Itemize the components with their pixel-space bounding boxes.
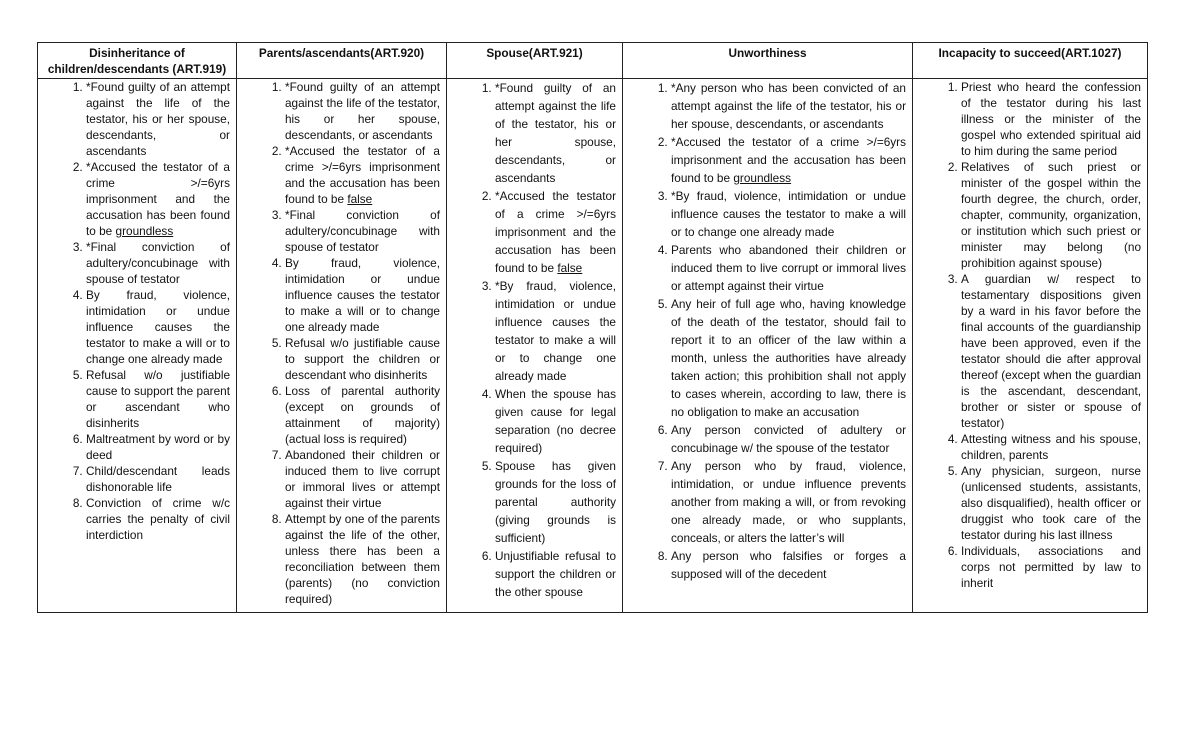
list-item-text: Any person who by fraud, violence, intimidation, or undue influence prevents another from making a will, or from revoking one already made, or who supplants, conceals, or alters the latter’s will	[671, 459, 906, 545]
list-item	[285, 447, 440, 511]
underlined-term: false	[347, 192, 373, 206]
column-cell	[38, 79, 237, 613]
list-item-text: *Accused the testator of a crime >/=6yrs imprisonment and the accusation has been found to be	[671, 135, 906, 185]
list-item	[285, 383, 440, 447]
comparison-table	[37, 42, 1148, 613]
list-item-text: Parents who abandoned their children or induced them to live corrupt or immoral lives or attempt against their virtue	[671, 243, 906, 293]
list-item-text: Refusal w/o justifiable cause to support the children or descendant who disinherits	[285, 336, 440, 382]
grounds-list	[38, 79, 230, 543]
list-item-text: A guardian w/ respect to testamentary dispositions given by a ward in his favor before the final accounts of the guardianship have been approved, even if the testator should die after approval thereof (except when the guardian is the ascendant, descendant, brother or sister or spouse of testator)	[961, 272, 1141, 430]
document-page	[37, 42, 1148, 613]
grounds-list	[237, 79, 440, 607]
list-item	[285, 255, 440, 335]
column-header-incapacity: Incapacity to succeed(ART.1027)	[913, 43, 1148, 79]
list-item-text: Any physician, surgeon, nurse (unlicensed students, assistants, also disqualified), health officer or druggist who took care of the testator during his last illness	[961, 464, 1141, 542]
underlined-term: false	[557, 261, 583, 275]
list-item	[86, 79, 230, 159]
list-item	[961, 79, 1141, 159]
list-item	[671, 547, 906, 583]
underlined-term: groundless	[733, 171, 792, 185]
column-cell	[237, 79, 447, 613]
header-row	[38, 43, 1148, 79]
list-item-text: Loss of parental authority (except on grounds of attainment of majority) (actual loss is required)	[285, 384, 440, 446]
list-item-text: Any person who falsifies or forges a supposed will of the decedent	[671, 549, 906, 581]
list-item	[285, 79, 440, 143]
column-cell	[447, 79, 623, 613]
list-item-text: Priest who heard the confession of the testator during his last illness or the minister of the gospel who extended spiritual aid to him during the same period	[961, 80, 1141, 158]
list-item	[86, 367, 230, 431]
list-item	[495, 187, 616, 277]
list-item-text: *By fraud, violence, intimidation or undue influence causes the testator to make a will or to change one already made	[495, 279, 616, 383]
list-item-text: Refusal w/o justifiable cause to support the parent or ascendant who disinherits	[86, 368, 230, 430]
grounds-list	[913, 79, 1141, 591]
column-header-parents-ascendants: Parents/ascendants(ART.920)	[237, 43, 447, 79]
list-item	[961, 159, 1141, 271]
content-row	[38, 79, 1148, 613]
list-item-text: Any person convicted of adultery or concubinage w/ the spouse of the testator	[671, 423, 906, 455]
list-item	[961, 463, 1141, 543]
list-item	[495, 79, 616, 187]
list-item-text: *Accused the testator of a crime >/=6yrs imprisonment and the accusation has been found to be	[495, 189, 616, 275]
list-item	[495, 277, 616, 385]
list-item	[961, 543, 1141, 591]
list-item-text: Attesting witness and his spouse, children, parents	[961, 432, 1141, 462]
list-item	[495, 457, 616, 547]
list-item	[961, 431, 1141, 463]
list-item	[495, 547, 616, 601]
list-item	[671, 457, 906, 547]
list-item-text: *Final conviction of adultery/concubinage with spouse of testator	[285, 208, 440, 254]
list-item-text: When the spouse has given cause for legal separation (no decree required)	[495, 387, 616, 455]
list-item-text: *Accused the testator of a crime >/=6yrs imprisonment and the accusation has been found to be	[86, 160, 230, 238]
list-item	[86, 431, 230, 463]
list-item	[671, 133, 906, 187]
list-item	[285, 207, 440, 255]
list-item-text: Relatives of such priest or minister of the gospel within the fourth degree, the church, order, chapter, community, organization, or institution which such priest or minister may belong (no prohibition against spouse)	[961, 160, 1141, 270]
list-item	[86, 287, 230, 367]
column-header-spouse: Spouse(ART.921)	[447, 43, 623, 79]
list-item-text: *Found guilty of an attempt against the life of the testator, his or her spouse, descendants, or ascendants	[495, 81, 616, 185]
underlined-term: groundless	[115, 224, 174, 238]
list-item-text: Attempt by one of the parents against the life of the other, unless there has been a reconciliation between them (parents) (no conviction required)	[285, 512, 440, 606]
list-item	[86, 159, 230, 239]
list-item-text: *Found guilty of an attempt against the life of the testator, his or her spouse, descendants, or ascendants	[86, 80, 230, 158]
list-item-text: Spouse has given grounds for the loss of parental authority (giving grounds is sufficient)	[495, 459, 616, 545]
list-item	[86, 495, 230, 543]
list-item	[86, 239, 230, 287]
list-item-text: Individuals, associations and corps not permitted by law to inherit	[961, 544, 1141, 590]
list-item-text: Child/descendant leads dishonorable life	[86, 464, 230, 494]
list-item-text: Maltreatment by word or by deed	[86, 432, 230, 462]
column-header-disinheritance-children: Disinheritance of children/descendants (ART.919)	[38, 43, 237, 79]
list-item-text: *Any person who has been convicted of an attempt against the life of the testator, his or her spouse, descendants, or ascendants	[671, 81, 906, 131]
column-cell	[913, 79, 1148, 613]
list-item-text: By fraud, violence, intimidation or undue influence causes the testator to make a will or to change one already made	[86, 288, 230, 366]
grounds-list	[447, 79, 616, 601]
list-item-text: Abandoned their children or induced them to live corrupt or immoral lives or attempt against their virtue	[285, 448, 440, 510]
column-cell	[623, 79, 913, 613]
list-item	[671, 79, 906, 133]
list-item	[285, 511, 440, 607]
column-header-unworthiness: Unworthiness	[623, 43, 913, 79]
list-item	[495, 385, 616, 457]
list-item	[671, 295, 906, 421]
list-item	[86, 463, 230, 495]
list-item-text: *Accused the testator of a crime >/=6yrs imprisonment and the accusation has been found to be	[285, 144, 440, 206]
list-item	[671, 421, 906, 457]
list-item	[671, 187, 906, 241]
list-item-text: Any heir of full age who, having knowledge of the death of the testator, should fail to report it to an officer of the law within a month, unless the authorities have already taken action; this prohibition shall not apply to cases wherein, according to law, there is no obligation to make an accusation	[671, 297, 906, 419]
list-item	[961, 271, 1141, 431]
list-item-text: *Found guilty of an attempt against the life of the testator, his or her spouse, descendants, or ascendants	[285, 80, 440, 142]
list-item-text: *Final conviction of adultery/concubinage with spouse of testator	[86, 240, 230, 286]
list-item	[671, 241, 906, 295]
list-item-text: Unjustifiable refusal to support the children or the other spouse	[495, 549, 616, 599]
list-item	[285, 143, 440, 207]
list-item-text: *By fraud, violence, intimidation or undue influence causes the testator to make a will or to change one already made	[671, 189, 906, 239]
grounds-list	[623, 79, 906, 583]
list-item-text: Conviction of crime w/c carries the penalty of civil interdiction	[86, 496, 230, 542]
list-item-text: By fraud, violence, intimidation or undue influence causes the testator to make a will or to change one already made	[285, 256, 440, 334]
list-item	[285, 335, 440, 383]
